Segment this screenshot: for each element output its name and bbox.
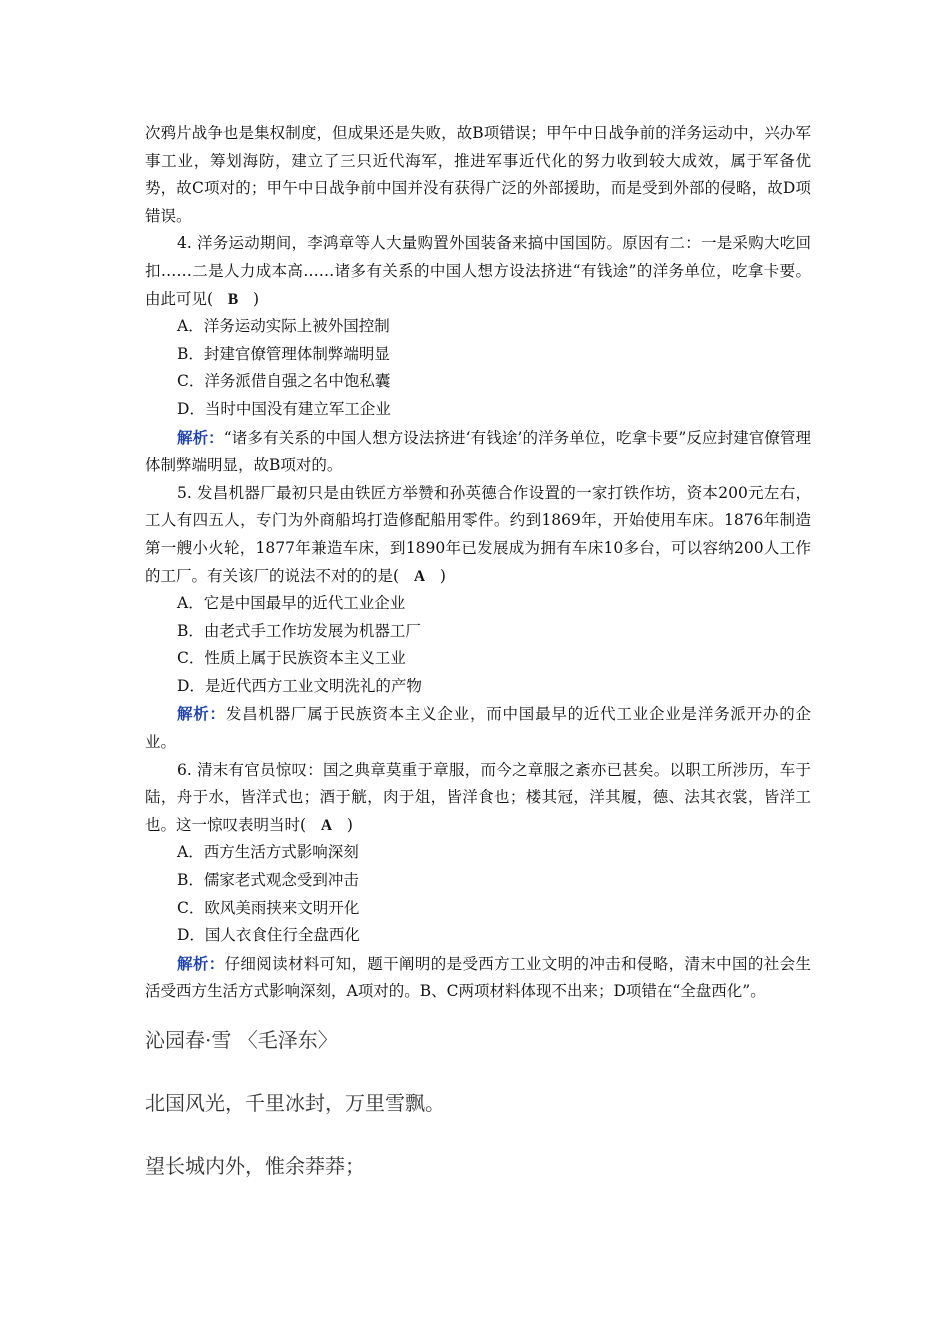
question-5-stem <box>145 480 811 590</box>
question-6-analysis <box>145 950 811 1006</box>
question-6-option-a: A．西方生活方式影响深刻 <box>177 843 359 862</box>
question-6-option-b: B．儒家老式观念受到冲击 <box>177 871 359 890</box>
question-4-option-c: C．洋务派借自强之名中饱私囊 <box>177 372 391 391</box>
poem-title: 沁园春·雪 〈毛泽东〉 <box>145 1028 338 1052</box>
question-5-stem-text: 5. 发昌机器厂最初只是由铁匠方举赞和孙英德合作设置的一家打铁作坊，资本200元左右，工人有四五人，专门为外商船坞打造修配船用零件。约到1869年，开始使用车床。1876年制造第一艘小火轮，1877年兼造车床，到1890年已发展成为拥有车床10多台，可以容纳200人工作的工厂。有关该厂的说法不对的的是( <box>145 483 811 585</box>
question-4-analysis-text: “诸多有关系的中国人想方设法挤进‘有钱途’的洋务单位，吃拿卡要”反应封建官僚管理体制弊端明显，故B项对的。 <box>145 428 811 475</box>
question-5-option-a: A．它是中国最早的近代工业企业 <box>177 594 406 613</box>
question-4-option-d: D．当时中国没有建立军工企业 <box>177 399 391 418</box>
question-6-analysis-label: 解析： <box>177 953 225 973</box>
question-5-answer: A <box>413 567 426 585</box>
question-6-close: ) <box>346 815 353 834</box>
question-4-stem <box>145 230 811 313</box>
question-6-option-d: D．国人衣食住行全盘西化 <box>177 926 360 945</box>
question-4-option-b: B．封建官僚管理体制弊端明显 <box>177 344 390 363</box>
previous-analysis-continuation: 次鸦片战争也是集权制度，但成果还是失败，故B项错误；甲午中日战争前的洋务运动中，兴办军事工业，筹划海防，建立了三只近代海军，推进军事近代化的努力收到较大成效，属于军备优势，故C项对的；甲午中日战争前中国并没有获得广泛的外部援助，而是受到外部的侵略，故D项错误。 <box>145 124 811 225</box>
question-4-answer: B <box>227 290 239 308</box>
question-5-option-b: B．由老式手工作坊发展为机器工厂 <box>177 621 421 640</box>
question-5-analysis-label: 解析： <box>177 704 226 724</box>
question-4-stem-text: 4. 洋务运动期间，李鸿章等人大量购置外国装备来搞中国国防。原因有二：一是采购大吃回扣……二是人力成本高……诸多有关系的中国人想方设法挤进“有钱途”的洋务单位，吃拿卡要。由此可见( <box>145 234 811 308</box>
question-6-option-c: C．欧风美雨挟来文明开化 <box>177 898 360 917</box>
question-4-option-a: A．洋务运动实际上被外国控制 <box>177 317 390 336</box>
question-4-close: ) <box>252 289 260 308</box>
question-6-answer: A <box>320 816 333 834</box>
question-6-analysis-text: 仔细阅读材料可知，题干阐明的是受西方工业文明的冲击和侵略，清末中国的社会生活受西方生活方式影响深刻，A项对的。B、C两项材料体现不出来；D项错在“全盘西化”。 <box>145 954 811 1001</box>
question-content <box>145 120 811 1006</box>
poem-line-1: 北国风光，千里冰封，万里雪飘。 <box>145 1091 445 1115</box>
question-5-analysis <box>145 700 811 756</box>
question-4-analysis-label: 解析： <box>177 427 224 447</box>
question-4-analysis <box>145 424 811 480</box>
question-5-option-d: D．是近代西方工业文明洗礼的产物 <box>177 676 422 695</box>
question-5-option-c: C．性质上属于民族资本主义工业 <box>177 649 406 668</box>
question-6-stem <box>145 757 811 840</box>
question-6-stem-text: 6. 清末有官员惊叹：国之典章莫重于章服，而今之章服之紊亦已甚矣。以职工所涉历，车于陆，舟于水，皆洋式也；酒于觥，肉于俎，皆洋食也；楼其冠，洋其履，德、法其衣裳，皆洋工也。这一惊叹表明当时( <box>145 760 811 834</box>
poem-line-2: 望长城内外，惟余莽莽； <box>145 1154 365 1178</box>
question-5-close: ) <box>439 566 446 585</box>
question-5-analysis-text: 发昌机器厂属于民族资本主义企业，而中国最早的近代工业企业是洋务派开办的企业。 <box>145 705 811 752</box>
